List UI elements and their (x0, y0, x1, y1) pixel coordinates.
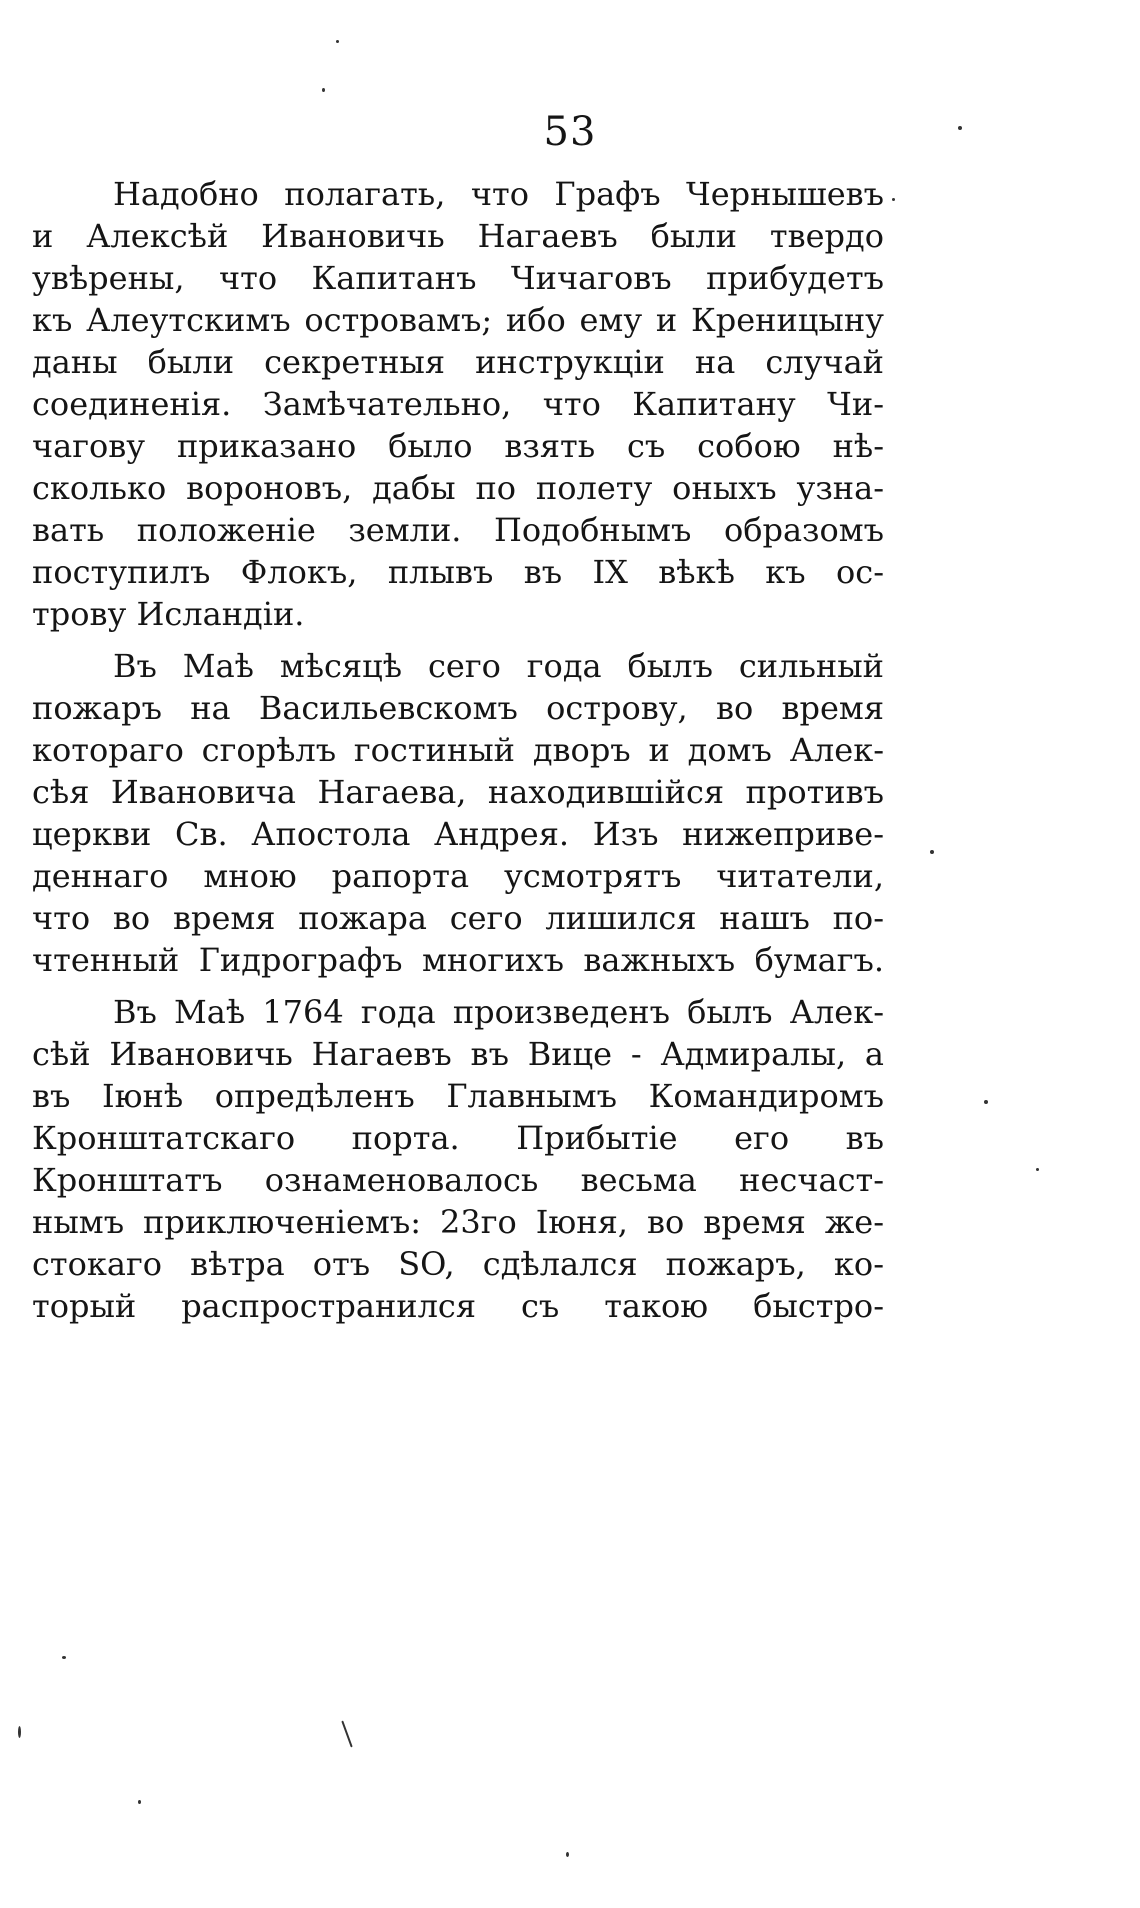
text-line: увѣрены, что Капитанъ Чичаговъ прибудетъ (32, 259, 884, 297)
scan-speck (958, 126, 962, 130)
text-line: пожаръ на Васильевскомъ острову, во время (32, 689, 884, 727)
scan-speck (1036, 1168, 1039, 1171)
scan-speck (138, 1800, 141, 1804)
text-line: и Алексѣй Ивановичь Нагаевъ были твердо (32, 217, 884, 255)
text-line: поступилъ Флокъ, плывъ въ IX вѣкѣ къ ос- (32, 553, 884, 591)
text-line: даны были секретныя инструкціи на случай (32, 343, 884, 381)
scan-speck (930, 850, 934, 854)
text-line: трову Исландіи. (32, 595, 305, 633)
text-line: Надобно полагать, что Графъ Чернышевъ (113, 175, 884, 213)
text-line: Въ Маѣ 1764 года произведенъ былъ Алек- (113, 993, 884, 1031)
text-line: въ Іюнѣ опредѣленъ Главнымъ Командиромъ (32, 1077, 884, 1115)
text-line: къ Алеутскимъ островамъ; ибо ему и Креницыну (32, 301, 884, 339)
scan-speck (892, 198, 895, 201)
text-line: торый распространился съ такою быстро- (32, 1287, 884, 1325)
text-line: соединенія. Замѣчательно, что Капитану Чи- (32, 385, 884, 423)
text-line: нымъ приключеніемъ: 23го Іюня, во время же- (32, 1203, 884, 1241)
text-line: сколько вороновъ, дабы по полету оныхъ узна- (32, 469, 884, 507)
scan-speck (566, 1852, 569, 1857)
text-line: чтенный Гидрографъ многихъ важныхъ бумагъ. (32, 941, 884, 979)
text-line: Въ Маѣ мѣсяцѣ сего года былъ сильный (113, 647, 884, 685)
text-line: сѣй Ивановичь Нагаевъ въ Вице - Адмиралы, а (32, 1035, 884, 1073)
text-line: чагову приказано было взять съ собою нѣ- (32, 427, 884, 465)
text-line: стокаго вѣтра отъ SO, сдѣлался пожаръ, ко- (32, 1245, 884, 1283)
scan-speck (984, 1100, 988, 1104)
scan-speck (62, 1656, 66, 1659)
scan-speck (18, 1726, 21, 1738)
scan-speck (341, 1721, 352, 1748)
text-line: вать положеніе земли. Подобнымъ образомъ (32, 511, 884, 549)
text-line: котораго сгорѣлъ гостиный дворъ и домъ Алек- (32, 731, 884, 769)
scan-speck (322, 88, 325, 92)
text-line: что во время пожара сего лишился нашъ по- (32, 899, 884, 937)
text-line: Кронштатъ ознаменовалось весьма несчаст- (32, 1161, 884, 1199)
page-number: 53 (543, 109, 597, 155)
text-line: деннаго мною рапорта усмотрятъ читатели, (32, 857, 884, 895)
text-line: сѣя Ивановича Нагаева, находившійся противъ (32, 773, 884, 811)
scan-speck (336, 40, 339, 43)
text-line: церкви Св. Апостола Андрея. Изъ нижеприве- (32, 815, 884, 853)
text-line: Кронштатскаго порта. Прибытіе его въ (32, 1119, 884, 1157)
